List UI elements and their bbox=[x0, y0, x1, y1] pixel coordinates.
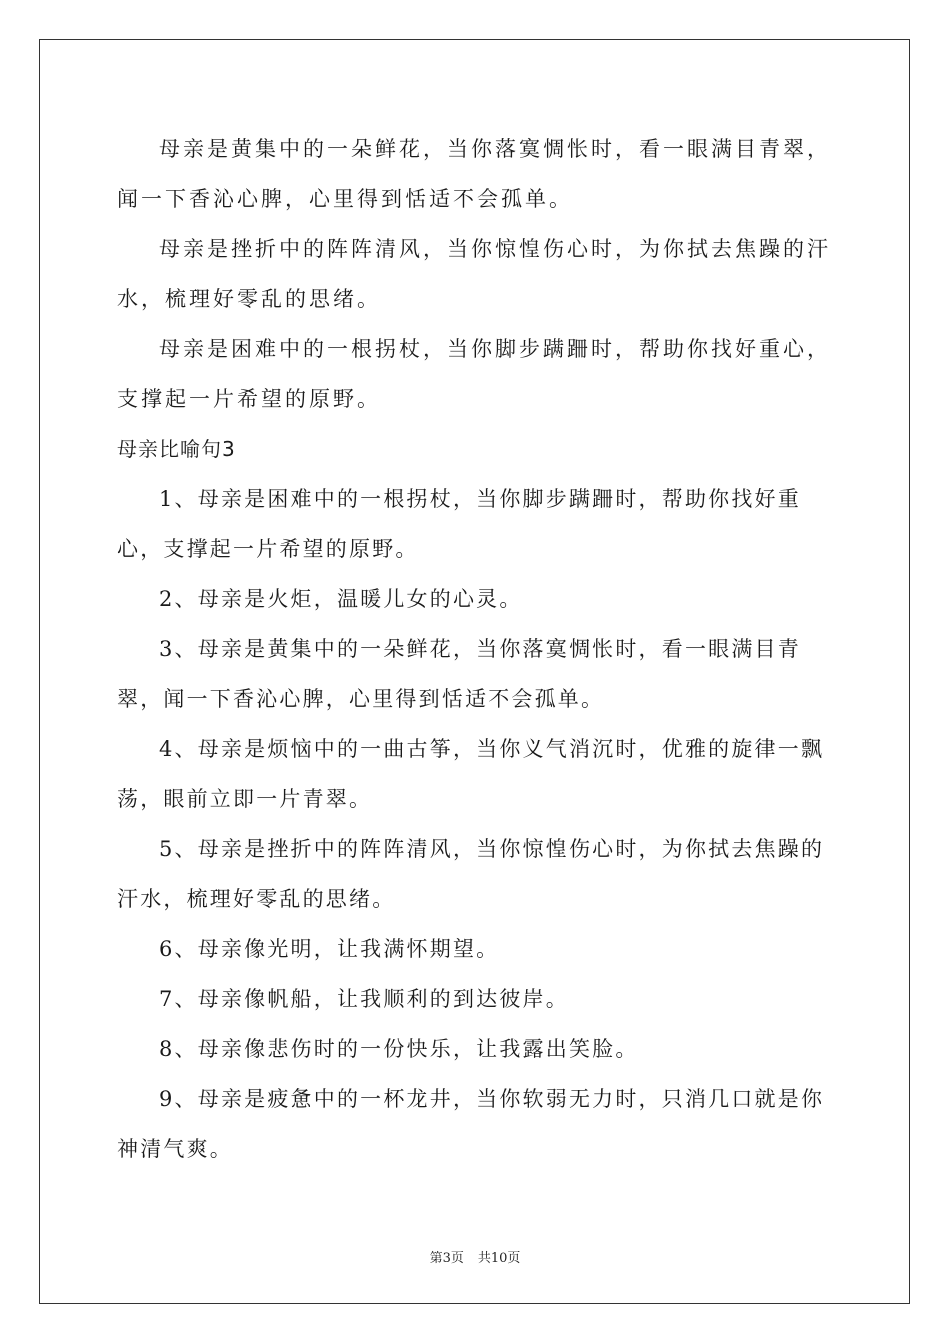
list-item: 1、母亲是困难中的一根拐杖，当你脚步蹒跚时，帮助你找好重心，支撑起一片希望的原野。 bbox=[117, 487, 801, 561]
page-total: 共10页 bbox=[477, 1251, 521, 1266]
paragraph: 母亲是困难中的一根拐杖，当你脚步蹒跚时，帮助你找好重心，支撑起一片希望的原野。 bbox=[117, 337, 831, 411]
paragraph: 母亲是黄集中的一朵鲜花，当你落寞惆怅时，看一眼满目青翠，闻一下香沁心脾，心里得到恬适不会孤单。 bbox=[117, 137, 831, 211]
document-body bbox=[117, 124, 837, 1174]
page-number: 第3页 bbox=[429, 1251, 464, 1266]
list-item: 8、母亲像悲伤时的一份快乐，让我露出笑脸。 bbox=[159, 1037, 639, 1061]
paragraph: 母亲是挫折中的阵阵清风，当你惊惶伤心时，为你拭去焦躁的汗水，梳理好零乱的思绪。 bbox=[117, 237, 831, 311]
list-item: 9、母亲是疲惫中的一杯龙井，当你软弱无力时，只消几口就是你神清气爽。 bbox=[117, 1087, 825, 1161]
list-item: 2、母亲是火炬，温暖儿女的心灵。 bbox=[159, 587, 523, 611]
list-item: 7、母亲像帆船，让我顺利的到达彼岸。 bbox=[159, 987, 569, 1011]
list-item: 5、母亲是挫折中的阵阵清风，当你惊惶伤心时，为你拭去焦躁的汗水，梳理好零乱的思绪。 bbox=[117, 837, 825, 911]
list-item: 3、母亲是黄集中的一朵鲜花，当你落寞惆怅时，看一眼满目青翠，闻一下香沁心脾，心里得到恬适不会孤单。 bbox=[117, 637, 801, 711]
list-item: 6、母亲像光明，让我满怀期望。 bbox=[159, 937, 500, 961]
page-footer bbox=[0, 1247, 950, 1266]
list-item: 4、母亲是烦恼中的一曲古筝，当你义气消沉时，优雅的旋律一飘荡，眼前立即一片青翠。 bbox=[117, 737, 825, 811]
section-heading: 母亲比喻句3 bbox=[117, 437, 236, 461]
